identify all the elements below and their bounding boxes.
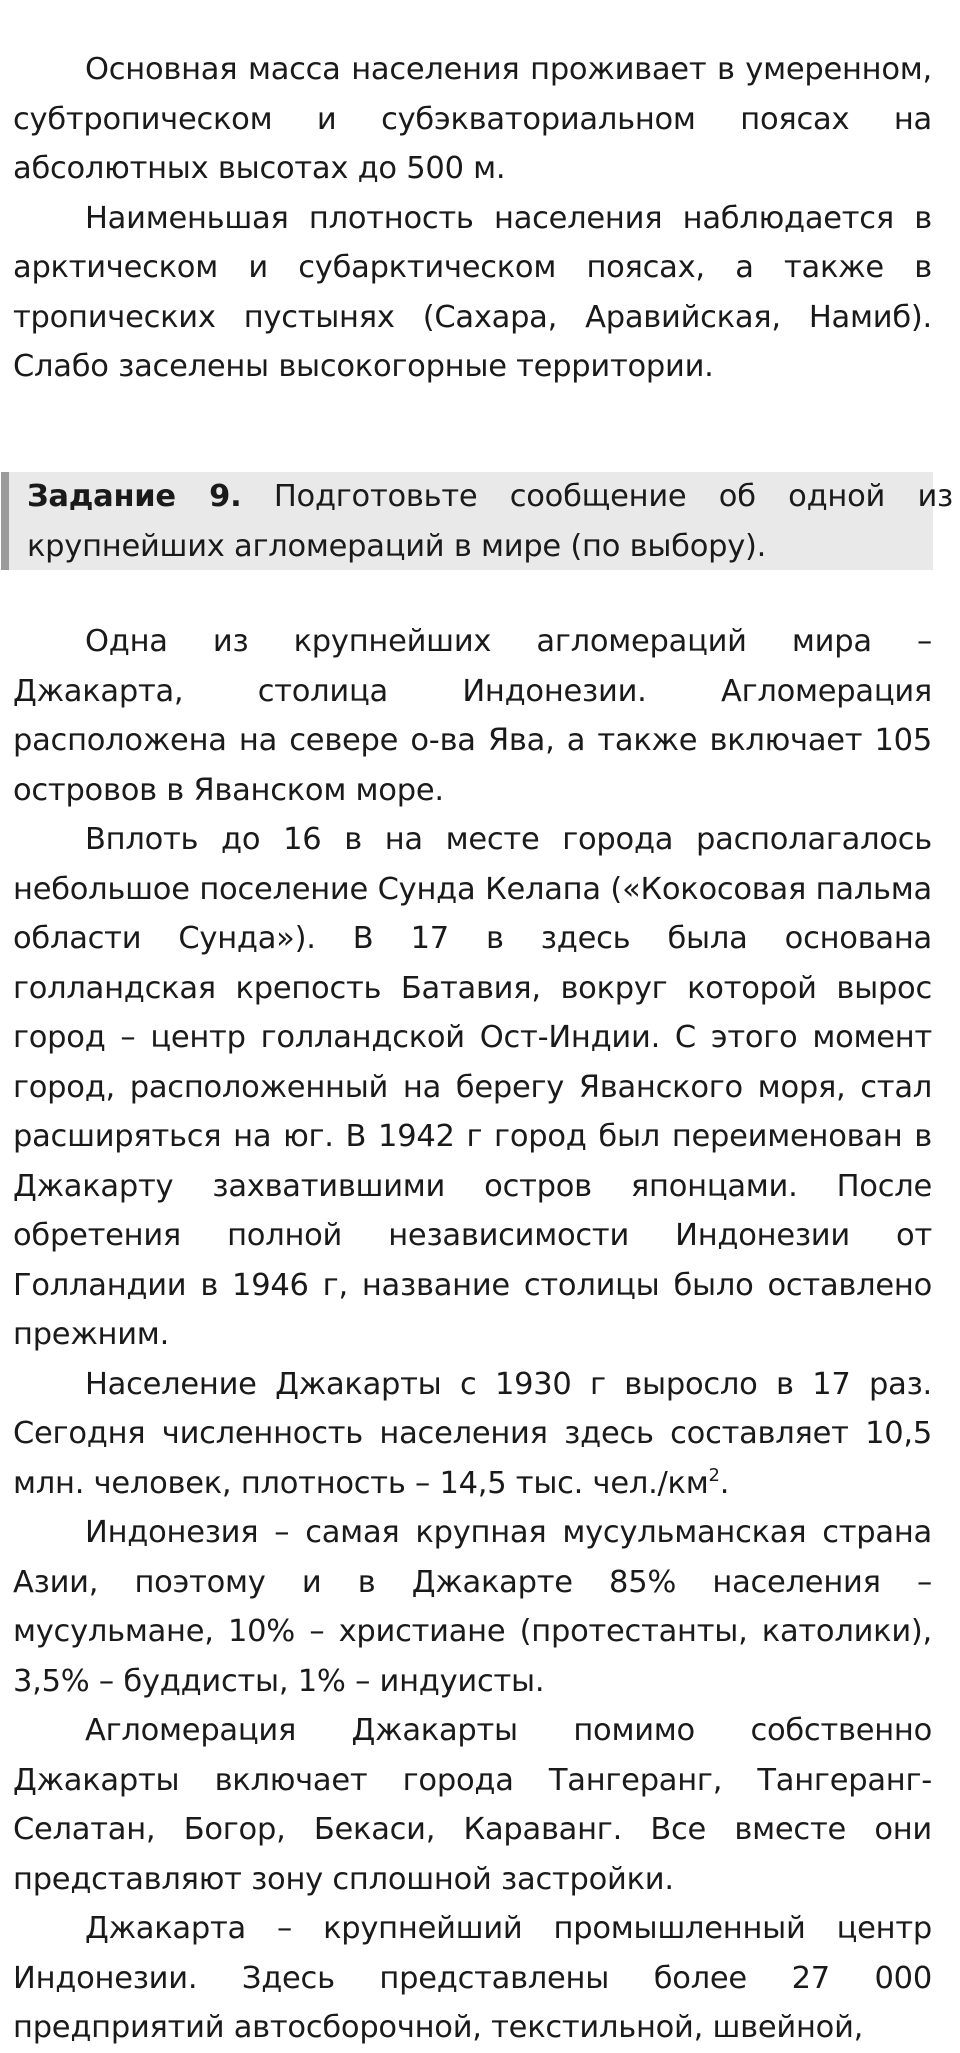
task-label: Задание 9. — [27, 479, 242, 514]
paragraph: Вплоть до 16 в на месте города располагалось небольшое поселение Сунда Келапа («Кокосовая пальма области Сунда»). В 17 в здесь была основана голландская крепость Батавия, вокруг которой вырос город – центр голландской Ост-Индии. С этого момент город, расположенный на берегу Яванского моря, стал расширяться на юг. В 1942 г город был переименован в Джакарту захватившими остров японцами. После обретения полной независимости Индонезии от Голландии в 1946 г, название столицы было оставлено прежним. — [13, 822, 932, 1352]
paragraph: Основная масса населения проживает в умеренном, субтропическом и субэкваториальном поясах на абсолютных высотах до 500 м. — [13, 52, 932, 186]
paragraph: Агломерация Джакарты помимо собственно Джакарты включает города Тангеранг, Тангеранг-Селатан, Богор, Бекаси, Караванг. Все вместе они представляют зону сплошной застройки. — [13, 1713, 932, 1897]
paragraph: Наименьшая плотность населения наблюдается в арктическом и субарктическом поясах, а также в тропических пустынях (Сахара, Аравийская, Намиб). Слабо заселены высокогорные территории. — [13, 200, 932, 384]
task-statement — [27, 472, 953, 571]
task-text: Подготовьте сообщение об одной из крупнейших агломераций в мире (по выбору). — [27, 479, 953, 564]
paragraph-text: Население Джакарты с 1930 г выросло в 17 раз. Сегодня численность населения здесь составляет 10,5 млн. человек, плотность – 14,5 тыс. чел./км — [13, 1366, 932, 1501]
answer-section — [13, 617, 932, 2053]
paragraph: Одна из крупнейших агломераций мира – Джакарта, столица Индонезии. Агломерация расположена на севере о-ва Ява, а также включает 105 островов в Яванском море. — [13, 624, 932, 808]
paragraph-end: . — [719, 1465, 730, 1501]
paragraph: Индонезия – самая крупная мусульманская страна Азии, поэтому и в Джакарте 85% населения – мусульмане, 10% – христиане (протестанты, католики), 3,5% – буддисты, 1% – индуисты. — [13, 1515, 932, 1699]
task-box — [1, 472, 953, 570]
paragraph: Джакарта – крупнейший промышленный центр Индонезии. Здесь представлены более 27 000 предприятий автосборочной, текстильной, швейной, — [13, 1911, 932, 2045]
superscript: 2 — [708, 1464, 720, 1486]
paragraph — [13, 1360, 932, 1509]
intro-section — [13, 45, 932, 392]
